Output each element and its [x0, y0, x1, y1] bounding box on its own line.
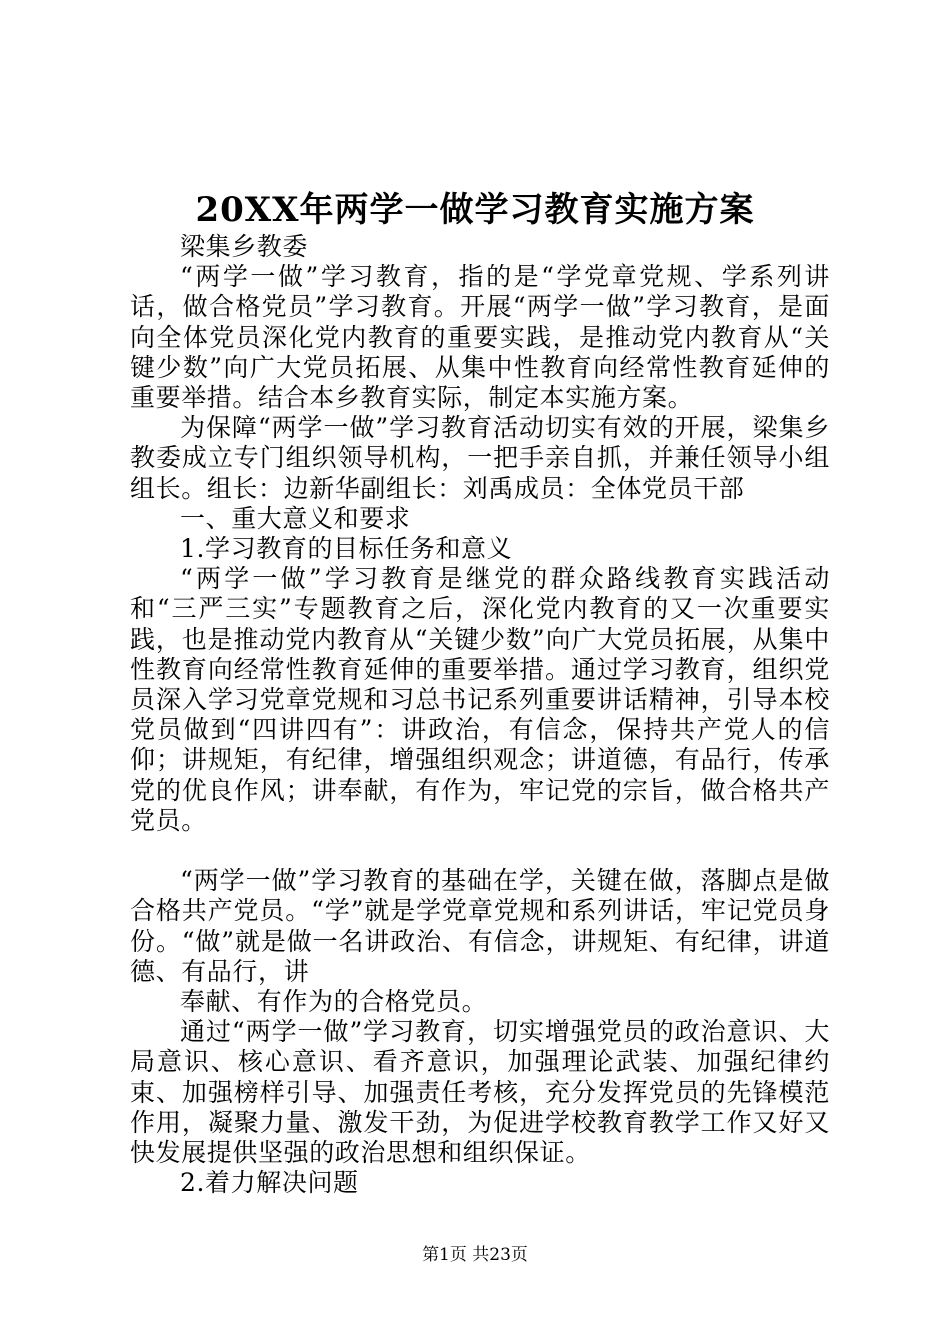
document-title: 20XX年两学一做学习教育实施方案 — [195, 190, 755, 230]
paragraph-purpose: 通过“两学一做”学习教育，切实增强党员的政治意识、大局意识、核心意识、看齐意识，加强理论武装、加强纪律约束、加强榜样引导、加强责任考核，充分发挥党员的先锋模范作用，凝聚力量、激发干劲，为促进学校教育教学工作又好又快发展提供坚强的政治思想和组织保证。 — [130, 1017, 830, 1168]
subsection-heading-1-2: 2.着力解决问题 — [180, 1168, 359, 1198]
document-body — [130, 232, 830, 1198]
paragraph-intro: “两学一做”学习教育，指的是“学党章党规、学系列讲话，做合格党员”学习教育。开展“两学一做”学习教育，是面向全体党员深化党内教育的重要实践，是推动党内教育从“关键少数”向广大党员拓展、从集中性教育向经常性教育延伸的重要举措。结合本乡教育实际，制定本实施方案。 — [130, 262, 830, 413]
paragraph-goals: “两学一做”学习教育是继党的群众路线教育实践活动和“三严三实”专题教育之后，深化党内教育的又一次重要实践，也是推动党内教育从“关键少数”向广大党员拓展，从集中性教育向经常性教育延伸的重要举措。通过学习教育，组织党员深入学习党章党规和习总书记系列重要讲话精神，引导本校党员做到“四讲四有”：讲政治，有信念，保持共产党人的信仰；讲规矩，有纪律，增强组织观念；讲道德，有品行，传承党的优良作风；讲奉献，有作为，牢记党的宗旨，做合格共产党员。 — [130, 564, 830, 835]
paragraph-continuation: 奉献、有作为的合格党员。 — [180, 987, 488, 1017]
page-indicator: 第1页 共23页 — [422, 1245, 528, 1265]
section-heading-1: 一、重大意义和要求 — [180, 503, 411, 533]
subsection-heading-1-1: 1.学习教育的目标任务和意义 — [180, 534, 513, 564]
paragraph-leadership: 为保障“两学一做”学习教育活动切实有效的开展，梁集乡教委成立专门组织领导机构，一把手亲自抓，并兼任领导小组组长。组长：边新华副组长：刘禹成员：全体党员干部 — [130, 413, 830, 503]
paragraph-gap — [130, 836, 830, 866]
issuer-line: 梁集乡教委 — [180, 232, 309, 261]
paragraph-foundation: “两学一做”学习教育的基础在学，关键在做，落脚点是做合格共产党员。“学”就是学党章党规和系列讲话，牢记党员身份。“做”就是做一名讲政治、有信念，讲规矩、有纪律，讲道德、有品行，讲 — [130, 866, 830, 986]
